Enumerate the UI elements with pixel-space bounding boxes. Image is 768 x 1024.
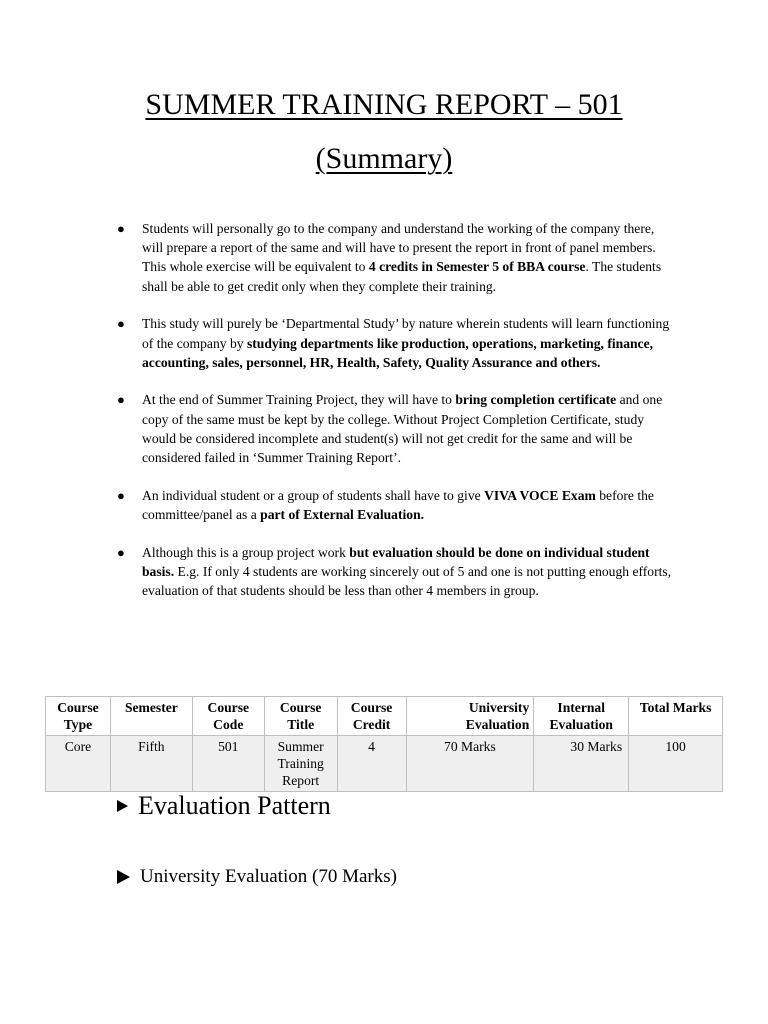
table-header-cell: Course Title xyxy=(264,697,337,736)
table-header-cell: Semester xyxy=(110,697,192,736)
evaluation-table xyxy=(45,696,723,792)
table-cell: 501 xyxy=(192,736,264,792)
table-cell: Summer Training Report xyxy=(264,736,337,792)
table-cell: 4 xyxy=(337,736,406,792)
table-header-row xyxy=(46,697,723,736)
bullet-bold-text: bring completion certificate xyxy=(455,392,617,408)
summary-bullet-list xyxy=(117,219,677,619)
bullet-item xyxy=(117,219,677,296)
heading-text: University Evaluation (70 Marks) xyxy=(140,866,397,887)
bullet-bold-text: studying departments like production, operations, marketing, finance, accounting, sales, personnel, HR, Health, Safety, Quality Assurance and others. xyxy=(142,335,654,370)
heading-text: Evaluation Pattern xyxy=(138,791,331,820)
report-subtitle xyxy=(0,142,768,176)
bullet-dot-icon: ● xyxy=(117,221,125,236)
bullet-bold-text: 4 credits in Semester 5 of BBA course xyxy=(368,259,586,275)
bullet-text: E.g. If only 4 students are working sincerely out of 5 and one is not putting enough efforts, evaluation of that students should be less than other 4 members in group. xyxy=(142,563,672,599)
table-cell: 30 Marks xyxy=(534,736,629,792)
table-header-cell: Course Credit xyxy=(337,697,406,736)
table-cell: 100 xyxy=(629,736,723,792)
table-header-cell: Course Type xyxy=(46,697,111,736)
report-title-text: SUMMER TRAINING REPORT – 501 xyxy=(145,88,623,121)
report-title xyxy=(0,88,768,122)
table-cell: Fifth xyxy=(110,736,192,792)
bullet-text: An individual student or a group of students shall have to give xyxy=(142,487,485,503)
table-cell: 70 Marks xyxy=(406,736,534,792)
arrow-bullet-icon xyxy=(117,870,130,884)
bullet-item xyxy=(117,543,677,601)
university-evaluation-heading xyxy=(117,862,397,892)
report-subtitle-text: (Summary) xyxy=(315,142,453,175)
bullet-bold-text: but evaluation should be done on individual student basis. xyxy=(142,544,650,579)
bullet-dot-icon: ● xyxy=(117,487,125,503)
bullet-bold-text: part of External Evaluation. xyxy=(260,506,425,522)
bullet-text: Students will personally go to the company and understand the working of the company there, will prepare a report of the same and will have to present the report in front of panel members. This whole exercise will be equivalent to xyxy=(142,221,656,275)
table-cell: Core xyxy=(46,736,111,792)
bullet-text: Although this is a group project work xyxy=(142,544,350,560)
table-header-cell: Total Marks xyxy=(629,697,723,736)
bullet-dot-icon: ● xyxy=(117,544,125,560)
bullet-dot-icon: ● xyxy=(117,392,125,408)
table-row xyxy=(46,736,723,792)
bullet-bold-text: VIVA VOCE Exam xyxy=(484,487,596,503)
table-header-cell: Internal Evaluation xyxy=(534,697,629,736)
bullet-text: before the committee/panel as a xyxy=(142,487,654,522)
bullet-item xyxy=(117,486,677,524)
bullet-item xyxy=(117,390,677,467)
table-header-cell: Course Code xyxy=(192,697,264,736)
table-header-cell: University Evaluation xyxy=(406,697,534,736)
bullet-dot-icon: ● xyxy=(117,316,125,332)
arrow-bullet-icon xyxy=(117,800,128,812)
bullet-text: . The students shall be able to get credit only when they complete their training. xyxy=(142,259,662,294)
bullet-text: This study will purely be ‘Departmental Study’ by nature wherein students will learn functioning of the company by xyxy=(142,316,670,351)
bullet-text: At the end of Summer Training Project, they will have to xyxy=(142,392,456,408)
evaluation-pattern-heading xyxy=(117,791,331,821)
bullet-text: and one copy of the same must be kept by the college. Without Project Completion Certificate, study would be considered incomplete and student(s) will not get credit for the same and will be considered failed in ‘Summer Training Report’. xyxy=(142,392,663,466)
bullet-item xyxy=(117,314,677,372)
